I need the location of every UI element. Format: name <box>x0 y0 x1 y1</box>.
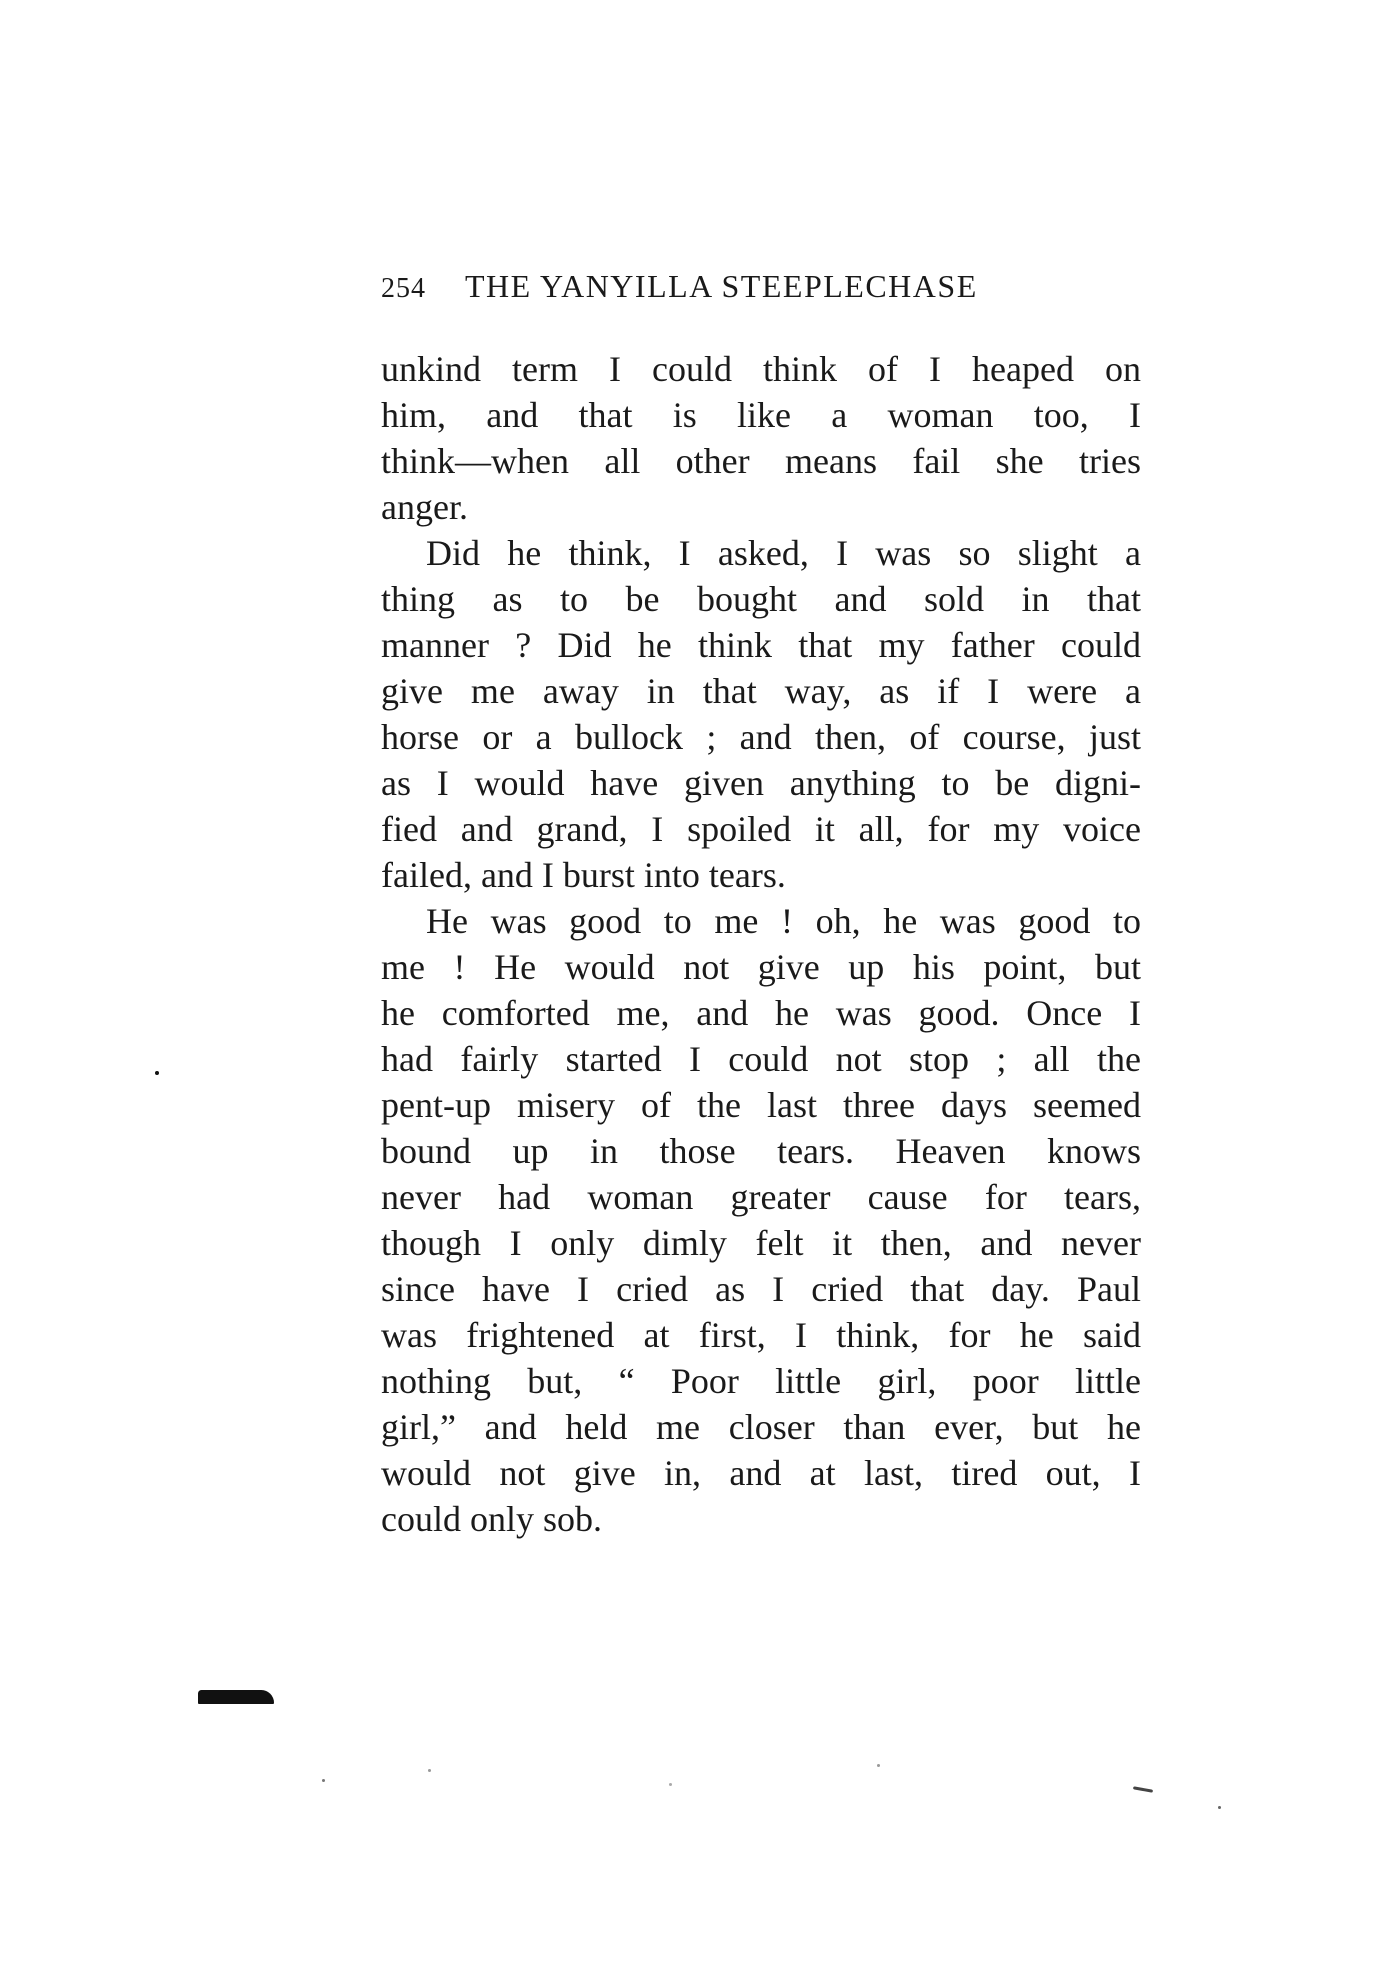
text-line: fied and grand, I spoiled it all, for my voice <box>381 809 1141 849</box>
text-line: me ! He would not give up his point, but <box>381 947 1141 987</box>
text-line: he comforted me, and he was good. Once I <box>381 993 1141 1033</box>
text-line: anger. <box>381 487 468 527</box>
text-line: nothing but, “ Poor little girl, poor little <box>381 1361 1141 1401</box>
paragraph-start-line: He was good to me ! oh, he was good to <box>426 901 1141 941</box>
text-line: would not give in, and at last, tired out, I <box>381 1453 1141 1493</box>
text-line: manner ? Did he think that my father could <box>381 625 1141 665</box>
text-line: thing as to be bought and sold in that <box>381 579 1141 619</box>
text-line: girl,” and held me closer than ever, but he <box>381 1407 1141 1447</box>
ink-speck <box>155 1071 159 1075</box>
ink-speck <box>877 1764 880 1767</box>
text-line: never had woman greater cause for tears, <box>381 1177 1141 1217</box>
text-line: bound up in those tears. Heaven knows <box>381 1131 1141 1171</box>
text-line: though I only dimly felt it then, and never <box>381 1223 1141 1263</box>
text-line: unkind term I could think of I heaped on <box>381 349 1141 389</box>
paragraph-start-line: Did he think, I asked, I was so slight a <box>426 533 1141 573</box>
text-line: horse or a bullock ; and then, of course, just <box>381 717 1141 757</box>
text-line: could only sob. <box>381 1499 602 1539</box>
ink-speck <box>1133 1786 1153 1792</box>
body-text <box>381 346 1141 1542</box>
ink-speck <box>428 1769 431 1772</box>
text-line: since have I cried as I cried that day. Paul <box>381 1269 1141 1309</box>
text-line: pent-up misery of the last three days seemed <box>381 1085 1141 1125</box>
text-line: give me away in that way, as if I were a <box>381 671 1141 711</box>
page-number: 254 <box>381 273 426 304</box>
ink-blot <box>198 1690 274 1704</box>
text-line: failed, and I burst into tears. <box>381 855 786 895</box>
text-line: think—when all other means fail she tries <box>381 441 1141 481</box>
running-title: THE YANYILLA STEEPLECHASE <box>465 268 978 304</box>
running-head <box>381 268 1141 305</box>
text-line: as I would have given anything to be digni- <box>381 763 1141 803</box>
text-line: him, and that is like a woman too, I <box>381 395 1141 435</box>
ink-speck <box>669 1783 672 1786</box>
ink-speck <box>322 1779 325 1782</box>
text-line: was frightened at first, I think, for he said <box>381 1315 1141 1355</box>
ink-speck <box>1218 1806 1221 1809</box>
text-line: had fairly started I could not stop ; all the <box>381 1039 1141 1079</box>
